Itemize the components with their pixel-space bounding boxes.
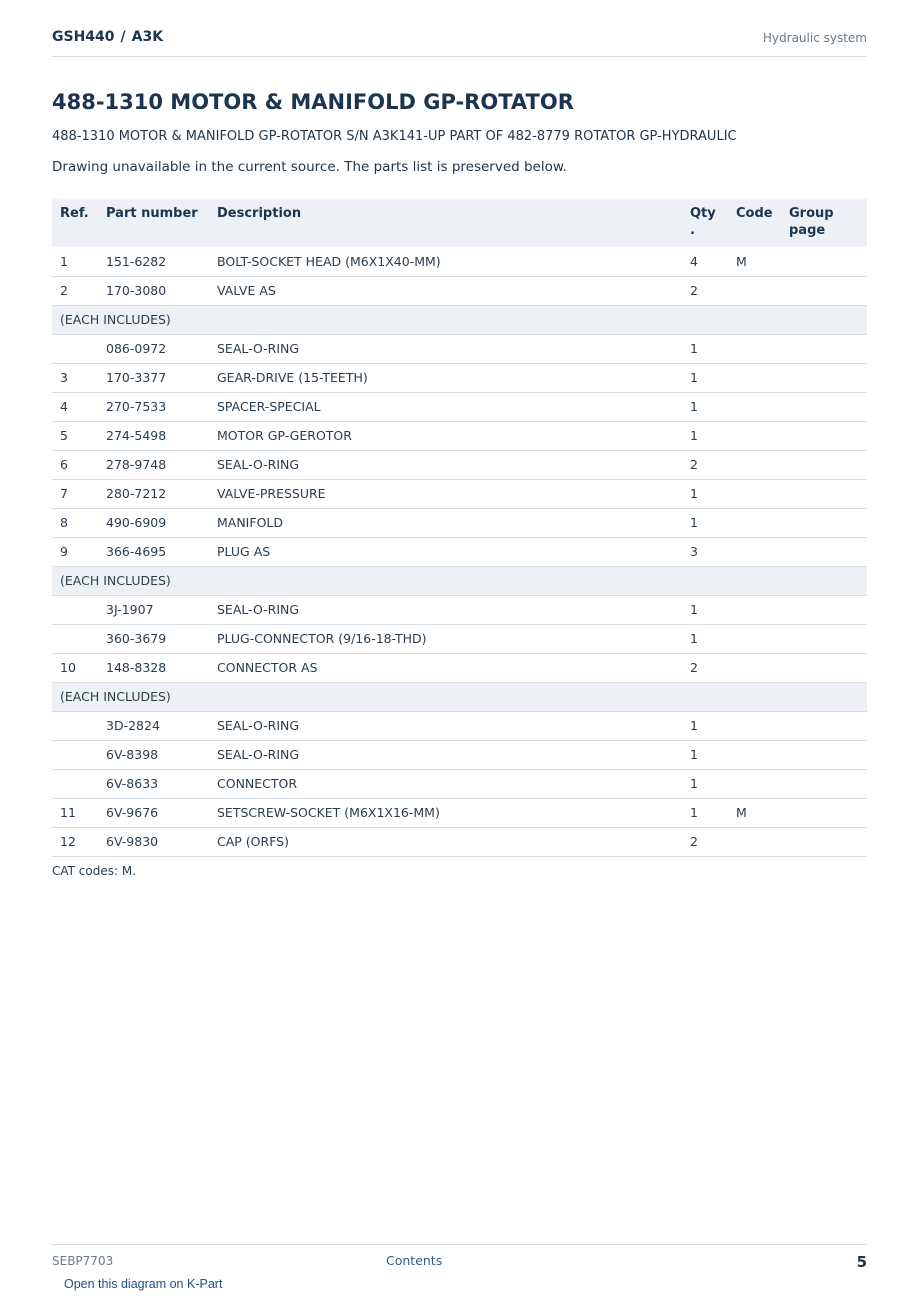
cell-qty: 1: [682, 624, 728, 653]
cell-qty: 2: [682, 276, 728, 305]
header-qty: Qty .: [682, 199, 728, 247]
cell-code: [728, 508, 781, 537]
cell-part-number: 366-4695: [98, 537, 209, 566]
cell-qty: 2: [682, 827, 728, 856]
cell-code: [728, 334, 781, 363]
cell-code: [728, 827, 781, 856]
table-row: [52, 827, 867, 856]
cell-code: [728, 421, 781, 450]
cell-description: VALVE AS: [209, 276, 682, 305]
cell-description: SEAL-O-RING: [209, 595, 682, 624]
cell-ref: 12: [52, 827, 98, 856]
cell-ref: [52, 624, 98, 653]
cell-ref: 1: [52, 247, 98, 276]
table-row: [52, 392, 867, 421]
cell-group-page: [781, 653, 867, 682]
cell-part-number: 148-8328: [98, 653, 209, 682]
cell-qty: 1: [682, 798, 728, 827]
header-part-number: Part number: [98, 199, 209, 247]
table-row: [52, 363, 867, 392]
header-group-page: Group page: [781, 199, 867, 247]
cell-description: PLUG-CONNECTOR (9/16-18-THD): [209, 624, 682, 653]
includes-row: [52, 305, 867, 334]
header-ref: Ref.: [52, 199, 98, 247]
cat-codes-note: CAT codes: M.: [52, 864, 137, 878]
cell-code: [728, 653, 781, 682]
cell-code: [728, 624, 781, 653]
cell-code: [728, 276, 781, 305]
model-breadcrumb: [52, 29, 163, 45]
page-title: 488-1310 MOTOR & MANIFOLD GP-ROTATOR: [52, 90, 574, 114]
table-row: [52, 508, 867, 537]
header-description: Description: [209, 199, 682, 247]
cell-group-page: [781, 595, 867, 624]
cell-description: BOLT-SOCKET HEAD (M6X1X40-MM): [209, 247, 682, 276]
cell-qty: 1: [682, 421, 728, 450]
cell-qty: 1: [682, 769, 728, 798]
cell-qty: 2: [682, 653, 728, 682]
includes-row: [52, 682, 867, 711]
cell-qty: 1: [682, 334, 728, 363]
cell-group-page: [781, 276, 867, 305]
cell-part-number: 6V-9830: [98, 827, 209, 856]
breadcrumb-separator: /: [120, 29, 126, 45]
cell-part-number: 170-3377: [98, 363, 209, 392]
cell-ref: 5: [52, 421, 98, 450]
cell-code: [728, 769, 781, 798]
page-number: 5: [856, 1253, 867, 1271]
cell-description: SETSCREW-SOCKET (M6X1X16-MM): [209, 798, 682, 827]
cell-description: SEAL-O-RING: [209, 450, 682, 479]
cell-ref: [52, 711, 98, 740]
cell-part-number: 6V-9676: [98, 798, 209, 827]
cell-ref: [52, 334, 98, 363]
cell-description: CONNECTOR: [209, 769, 682, 798]
cell-part-number: 360-3679: [98, 624, 209, 653]
includes-label: (EACH INCLUDES): [52, 682, 867, 711]
cell-group-page: [781, 247, 867, 276]
cell-part-number: 151-6282: [98, 247, 209, 276]
cell-code: [728, 595, 781, 624]
includes-row: [52, 566, 867, 595]
cell-ref: 8: [52, 508, 98, 537]
cell-part-number: 3J-1907: [98, 595, 209, 624]
cell-part-number: 280-7212: [98, 479, 209, 508]
table-row: [52, 479, 867, 508]
cell-part-number: 278-9748: [98, 450, 209, 479]
cell-group-page: [781, 798, 867, 827]
document-id: SEBP7703: [52, 1254, 114, 1268]
table-row: [52, 595, 867, 624]
cell-qty: 1: [682, 479, 728, 508]
cell-part-number: 086-0972: [98, 334, 209, 363]
contents-link[interactable]: Contents: [386, 1253, 443, 1268]
cell-qty: 3: [682, 537, 728, 566]
cell-group-page: [781, 392, 867, 421]
cell-group-page: [781, 711, 867, 740]
table-row: [52, 769, 867, 798]
table-row: [52, 421, 867, 450]
cell-description: SEAL-O-RING: [209, 711, 682, 740]
cell-part-number: 490-6909: [98, 508, 209, 537]
cell-code: [728, 537, 781, 566]
table-row: [52, 537, 867, 566]
cell-group-page: [781, 363, 867, 392]
open-diagram-link[interactable]: Open this diagram on K-Part: [64, 1277, 223, 1291]
cell-group-page: [781, 450, 867, 479]
cell-part-number: 3D-2824: [98, 711, 209, 740]
parts-table-body: [52, 247, 867, 856]
page-footer: [52, 1244, 867, 1301]
cell-part-number: 274-5498: [98, 421, 209, 450]
cell-qty: 4: [682, 247, 728, 276]
cell-ref: 3: [52, 363, 98, 392]
cell-group-page: [781, 421, 867, 450]
cell-group-page: [781, 537, 867, 566]
cell-group-page: [781, 827, 867, 856]
cell-group-page: [781, 508, 867, 537]
table-row: [52, 653, 867, 682]
table-row: [52, 624, 867, 653]
cell-qty: 1: [682, 363, 728, 392]
cell-group-page: [781, 769, 867, 798]
cell-description: SEAL-O-RING: [209, 740, 682, 769]
cell-ref: 4: [52, 392, 98, 421]
table-row: [52, 247, 867, 276]
header-code: Code: [728, 199, 781, 247]
cell-description: MOTOR GP-GEROTOR: [209, 421, 682, 450]
table-row: [52, 711, 867, 740]
cell-ref: [52, 769, 98, 798]
cell-description: CONNECTOR AS: [209, 653, 682, 682]
includes-label: (EACH INCLUDES): [52, 566, 867, 595]
cell-code: [728, 479, 781, 508]
serial-prefix-label: A3K: [131, 29, 164, 45]
cell-qty: 2: [682, 450, 728, 479]
cell-qty: 1: [682, 595, 728, 624]
cell-description: SEAL-O-RING: [209, 334, 682, 363]
cell-description: PLUG AS: [209, 537, 682, 566]
cell-qty: 1: [682, 711, 728, 740]
cell-ref: 10: [52, 653, 98, 682]
cell-code: [728, 363, 781, 392]
cell-ref: 9: [52, 537, 98, 566]
cell-code: M: [728, 798, 781, 827]
cell-qty: 1: [682, 740, 728, 769]
cell-code: M: [728, 247, 781, 276]
table-row: [52, 740, 867, 769]
cell-part-number: 6V-8398: [98, 740, 209, 769]
cell-part-number: 270-7533: [98, 392, 209, 421]
cell-qty: 1: [682, 508, 728, 537]
cell-code: [728, 392, 781, 421]
cell-ref: 6: [52, 450, 98, 479]
table-row: [52, 450, 867, 479]
cell-ref: 2: [52, 276, 98, 305]
cell-part-number: 170-3080: [98, 276, 209, 305]
cell-qty: 1: [682, 392, 728, 421]
cell-code: [728, 740, 781, 769]
cell-description: MANIFOLD: [209, 508, 682, 537]
cell-ref: [52, 740, 98, 769]
cell-description: SPACER-SPECIAL: [209, 392, 682, 421]
cell-code: [728, 711, 781, 740]
cell-group-page: [781, 334, 867, 363]
parts-table: [52, 199, 867, 857]
section-name: Hydraulic system: [762, 31, 867, 45]
table-header-row: [52, 199, 867, 247]
cell-description: CAP (ORFS): [209, 827, 682, 856]
cell-group-page: [781, 479, 867, 508]
table-row: [52, 798, 867, 827]
table-row: [52, 276, 867, 305]
cell-ref: 7: [52, 479, 98, 508]
table-row: [52, 334, 867, 363]
cell-group-page: [781, 740, 867, 769]
drawing-unavailable-note: Drawing unavailable in the current source. The parts list is preserved below.: [52, 159, 567, 175]
cell-code: [728, 450, 781, 479]
cell-part-number: 6V-8633: [98, 769, 209, 798]
cell-description: GEAR-DRIVE (15-TEETH): [209, 363, 682, 392]
cell-ref: [52, 595, 98, 624]
cell-description: VALVE-PRESSURE: [209, 479, 682, 508]
page-header: [52, 28, 867, 57]
group-description: 488-1310 MOTOR & MANIFOLD GP-ROTATOR S/N A3K141-UP PART OF 482-8779 ROTATOR GP-HYDRAULIC: [52, 129, 737, 144]
includes-label: (EACH INCLUDES): [52, 305, 867, 334]
model-label: GSH440: [52, 29, 115, 45]
cell-ref: 11: [52, 798, 98, 827]
cell-group-page: [781, 624, 867, 653]
